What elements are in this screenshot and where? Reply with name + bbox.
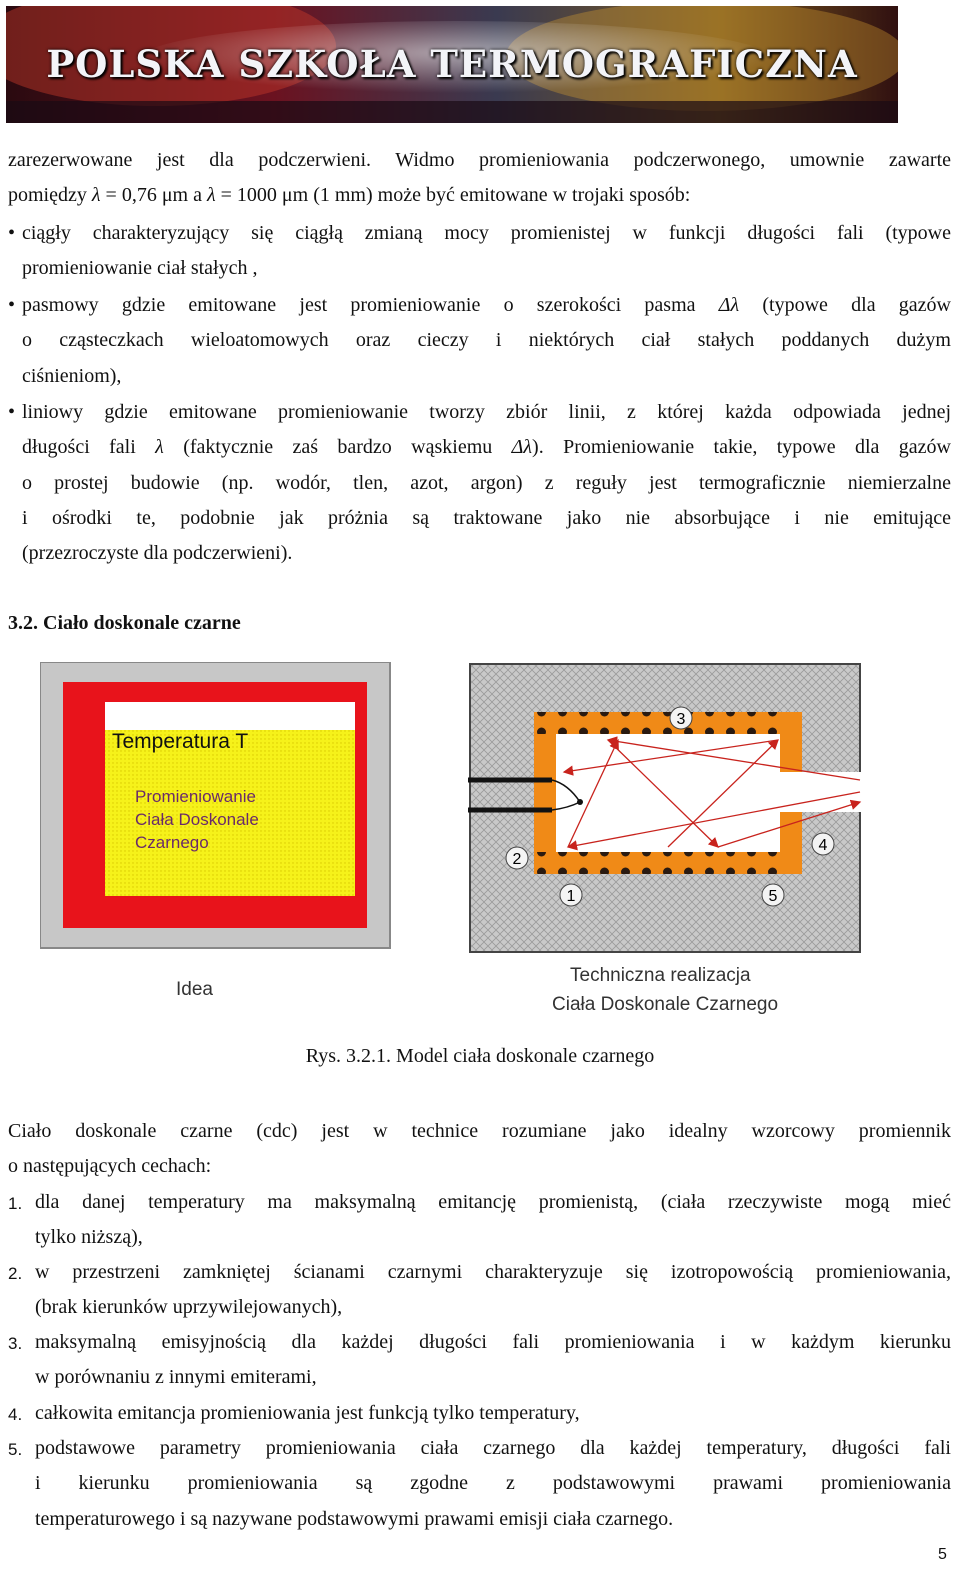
callout-1 xyxy=(560,884,582,906)
text-line: ciągły charakteryzujący się ciągłą zmianą mocy promienistej w funkcji długości fali (typowe xyxy=(22,222,951,244)
text-line: tylko niższą), xyxy=(35,1226,143,1249)
text-line: podstawowe parametry promieniowania ciała czarnego dla każdej temperatury, długości fali xyxy=(35,1437,951,1459)
header-banner xyxy=(6,6,898,123)
temperature-label-box xyxy=(105,702,355,730)
heater-coils-top xyxy=(534,712,780,734)
text-line: o następujących cechach: xyxy=(8,1155,212,1178)
text-line: i ośrodki te, podobnie jak próżnia są traktowane jako nie absorbujące i nie emitujące xyxy=(22,506,951,529)
list-item xyxy=(8,1396,951,1431)
list-item xyxy=(8,1255,951,1326)
radiation-label-line: Czarnego xyxy=(135,833,209,852)
figure-label-technical: Ciała Doskonale Czarnego xyxy=(552,994,779,1015)
radiation-label-line: Ciała Doskonale xyxy=(135,810,259,829)
bullet-item xyxy=(8,216,951,287)
text-line: temperaturowego i są nazywane podstawowymi prawami emisji ciała czarnego. xyxy=(35,1507,674,1530)
text-line: Ciało doskonale czarne (cdc) jest w technice rozumiane jako idealny wzorcowy promiennik xyxy=(8,1120,951,1142)
list-item xyxy=(8,1185,951,1256)
figure-label-technical: Techniczna realizacja xyxy=(570,965,751,986)
thermocouple-junction-point xyxy=(577,799,583,805)
callout-5 xyxy=(762,884,784,906)
callout-3 xyxy=(670,707,692,729)
heater-coils-bottom xyxy=(534,852,780,874)
text-line: dla danej temperatury ma maksymalną emitancję promienistą, (ciała rzeczywiste mogą mieć xyxy=(35,1191,951,1213)
text-line: promieniowanie ciał stałych , xyxy=(22,257,258,280)
text-line: w przestrzeni zamkniętej ścianami czarnymi charakteryzuje się izotropowością promieniowania, xyxy=(35,1261,951,1283)
temperature-label: Temperatura T xyxy=(112,730,249,753)
text-line: o cząsteczkach wieloatomowych oraz cieczy i niektórych ciał stałych poddanych dużym xyxy=(22,329,951,352)
section-heading: 3.2. Ciało doskonale czarne xyxy=(8,612,241,634)
intro-paragraph xyxy=(8,143,951,214)
bullet-symbol: • xyxy=(8,401,16,423)
bullet-symbol: • xyxy=(8,222,16,244)
callout-4 xyxy=(812,833,834,855)
text-line: o prostej budowie (np. wodór, tlen, azot, argon) z reguły jest termograficznie niemierzalne xyxy=(22,471,951,494)
figure-label-idea: Idea xyxy=(176,979,213,1000)
cavity-interior xyxy=(556,734,780,852)
cavity-wall-left xyxy=(534,734,556,852)
text-line: (brak kierunków uprzywilejowanych), xyxy=(35,1296,343,1319)
text-line: całkowita emitancja promieniowania jest funkcją tylko temperatury, xyxy=(35,1402,580,1424)
bullet-item xyxy=(8,395,951,571)
page-number: 5 xyxy=(938,1546,947,1563)
text-line: liniowy gdzie emitowane promieniowanie tworzy zbiór linii, z której każda odpowiada jednej xyxy=(22,401,951,423)
text-line: i kierunku promieniowania są zgodne z podstawowymi prawami promieniowania xyxy=(35,1472,951,1495)
text-line: w porównaniu z innymi emiterami, xyxy=(35,1366,317,1389)
svg-text:1: 1 xyxy=(566,888,576,905)
list-number: 2. xyxy=(8,1264,23,1283)
svg-text:4: 4 xyxy=(818,837,828,854)
bullet-symbol: • xyxy=(8,294,16,316)
svg-text:2: 2 xyxy=(512,851,522,868)
text-line: maksymalną emisyjnością dla każdej długości fali promieniowania i w każdym kierunku xyxy=(35,1331,951,1353)
figure-technical xyxy=(468,662,863,954)
list-item xyxy=(8,1325,951,1396)
text-line: zarezerwowane jest dla podczerwieni. Widmo promieniowania podczerwonego, umownie zawarte xyxy=(8,149,951,171)
cavity-wall-right-top xyxy=(780,712,802,772)
text-line: (przezroczyste dla podczerwieni). xyxy=(22,542,293,565)
text-line: pasmowy gdzie emitowane jest promieniowanie o szerokości pasma Δλ (typowe dla gazów xyxy=(22,294,951,316)
figure-idea xyxy=(40,662,392,950)
text-line: długości fali λ (faktycznie zaś bardzo wąskiemu Δλ). Promieniowanie takie, typowe dla gazów xyxy=(22,436,951,459)
list-number: 4. xyxy=(8,1405,23,1424)
list-number: 3. xyxy=(8,1334,23,1353)
definition-paragraph xyxy=(8,1114,951,1185)
list-item xyxy=(8,1431,951,1537)
svg-text:3: 3 xyxy=(676,711,686,728)
callout-2 xyxy=(506,847,528,869)
list-number: 5. xyxy=(8,1440,23,1459)
figure-caption: Rys. 3.2.1. Model ciała doskonale czarnego xyxy=(305,1045,655,1067)
text-line: ciśnieniom), xyxy=(22,364,122,387)
list-number: 1. xyxy=(8,1194,23,1213)
radiation-label-line: Promieniowanie xyxy=(135,787,256,806)
bullet-item xyxy=(8,288,951,394)
banner-title: POLSKA SZKOŁA TERMOGRAFICZNA xyxy=(46,42,858,86)
svg-text:5: 5 xyxy=(768,888,778,905)
text-line: pomiędzy λ = 0,76 μm a λ = 1000 μm (1 mm) może być emitowane w trojaki sposób: xyxy=(8,184,691,207)
